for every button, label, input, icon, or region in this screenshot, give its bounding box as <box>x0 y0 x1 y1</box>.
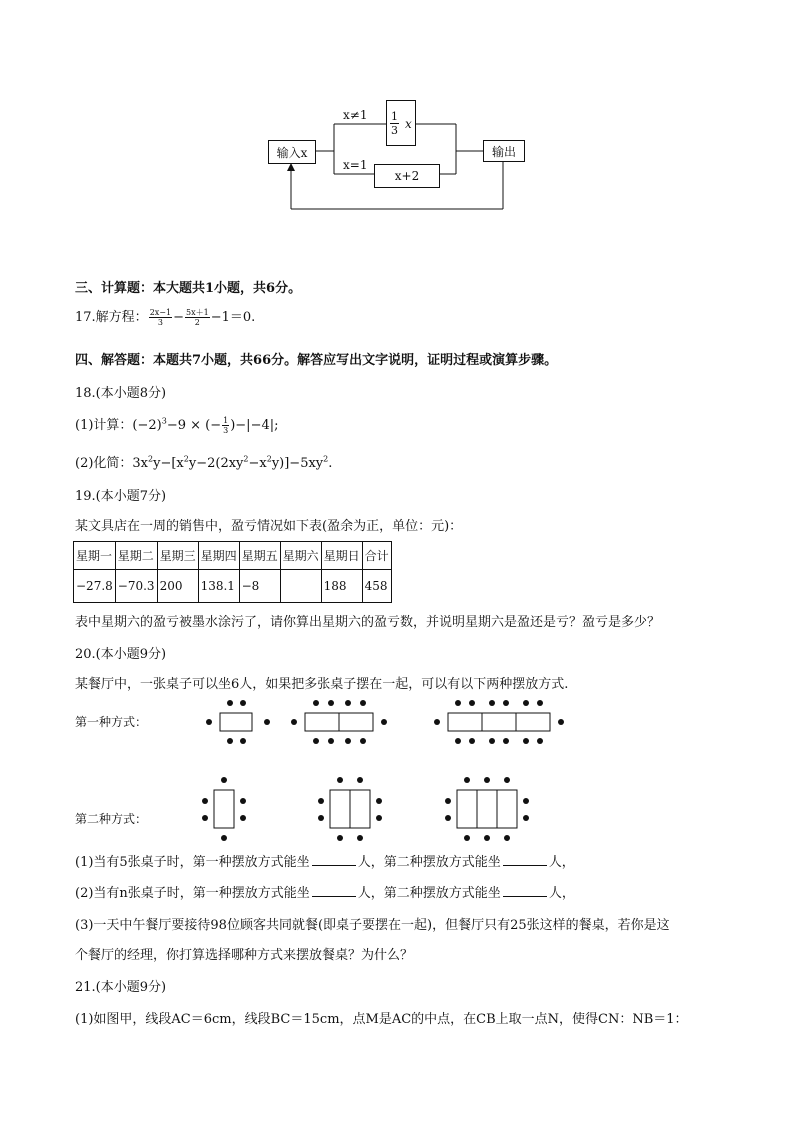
q20-p2-a: (2)当有n张桌子时，第一种摆放方式能坐 <box>75 886 310 901</box>
way2-table-1 <box>214 790 234 828</box>
op-third-num: 1 <box>391 109 398 123</box>
q18-p2-d: −x <box>248 456 267 471</box>
table-header-row <box>74 542 392 570</box>
cond-eq-label: x=1 <box>343 158 368 172</box>
q20-p1-a: (1)当有5张桌子时，第一种摆放方式能坐 <box>75 855 310 870</box>
q20-part3-line1: (3)一天中午餐厅要接待98位顾客共同就餐(即桌子要摆在一起)，但餐厅只有25张这样的餐桌，若你是这 <box>75 918 670 933</box>
op-add-label: x+2 <box>394 169 420 183</box>
answer-blank[interactable] <box>503 855 547 866</box>
q18-p1-b: −9 × (− <box>166 418 222 433</box>
table-cell: −70.3 <box>115 570 157 603</box>
q20-way1-label: 第一种方式： <box>75 715 148 729</box>
q18-p2-e2: 2 <box>183 454 189 464</box>
table-header-cell: 星期四 <box>198 542 239 570</box>
q20-p1-c: 人， <box>548 855 575 870</box>
q18-p1-c: )−|−4|; <box>230 418 279 433</box>
op-third-den: 3 <box>391 123 398 137</box>
q17-frac2-den: 2 <box>194 318 200 327</box>
op-add-box <box>374 164 440 188</box>
input-label: 输入x <box>276 145 308 160</box>
table-cell: 200 <box>157 570 198 603</box>
table-cell: 138.1 <box>198 570 239 603</box>
q18-p2-c: y−2(2xy <box>188 456 244 471</box>
q18-p1-frac-den: 3 <box>223 426 229 435</box>
q17-minus: − <box>173 310 184 325</box>
answer-blank[interactable] <box>312 855 356 866</box>
way1-table-3 <box>448 713 550 731</box>
op-third-fraction <box>390 110 399 137</box>
q18-p2-g: . <box>328 456 333 471</box>
q18-part2 <box>75 452 332 471</box>
q18-p2-e4: 2 <box>266 454 272 464</box>
q17-frac2-num: 5x＋1 <box>186 308 209 317</box>
arrowhead-icon <box>287 163 295 171</box>
table-row <box>74 570 392 603</box>
q20-p2-b: 人，第二种摆放方式能坐 <box>357 886 501 901</box>
q18-p2-a: (2)化简：3x <box>75 456 149 471</box>
q20-title: 20.(本小题9分) <box>75 647 167 662</box>
profit-loss-table <box>73 541 392 603</box>
cond-ne-label: x≠1 <box>343 108 368 122</box>
table-header-cell: 合计 <box>362 542 391 570</box>
q17-equation <box>75 306 255 327</box>
table-header-cell: 星期一 <box>74 542 116 570</box>
q17-prefix: 17.解方程： <box>75 310 148 325</box>
q18-title: 18.(本小题8分) <box>75 386 167 401</box>
table-cell-smudged <box>280 570 321 603</box>
q20-part1 <box>75 851 575 870</box>
q20-intro: 某餐厅中，一张桌子可以坐6人，如果把多张桌子摆在一起，可以有以下两种摆放方式. <box>75 677 569 692</box>
op-third-var: x <box>405 117 412 131</box>
table-header-cell: 星期六 <box>280 542 321 570</box>
q18-part1 <box>75 414 279 435</box>
table-cell: 188 <box>321 570 362 603</box>
output-box <box>483 140 525 162</box>
section4-heading: 四、解答题：本题共7小题，共66分。解答应写出文字说明，证明过程或演算步骤。 <box>75 353 558 368</box>
q21-part1: (1)如图甲，线段AC＝6cm，线段BC＝15cm，点M是AC的中点，在CB上取一点N，使得CN：NB＝1： <box>75 1012 688 1027</box>
q18-p1-frac-num: 1 <box>223 416 229 425</box>
table-arrangement-diagram <box>0 690 794 850</box>
q18-p2-f: y)]−5xy <box>271 456 324 471</box>
table-header-cell: 星期日 <box>321 542 362 570</box>
table-header-cell: 星期三 <box>157 542 198 570</box>
q19-title: 19.(本小题7分) <box>75 489 167 504</box>
q21-title: 21.(本小题9分) <box>75 980 167 995</box>
q18-p2-e3: 2 <box>243 454 249 464</box>
way2-table-3 <box>457 790 517 828</box>
output-label: 输出 <box>491 144 516 159</box>
q17-frac1 <box>149 308 172 327</box>
q19-question: 表中星期六的盈亏被墨水涂污了，请你算出星期六的盈亏数，并说明星期六是盈还是亏？盈亏是多少？ <box>75 615 661 630</box>
table-cell: −8 <box>239 570 280 603</box>
q18-p2-e1: 2 <box>148 454 154 464</box>
answer-blank[interactable] <box>312 886 356 897</box>
input-box <box>268 140 316 164</box>
q18-p2-e5: 2 <box>323 454 329 464</box>
seat-dots <box>202 700 564 841</box>
way1-table-1 <box>220 713 252 731</box>
q19-intro: 某文具店在一周的销售中，盈亏情况如下表(盈余为正，单位：元)： <box>75 519 463 534</box>
table-cell: 458 <box>362 570 391 603</box>
q18-p2-b: y−[x <box>153 456 184 471</box>
table-header-cell: 星期二 <box>115 542 157 570</box>
q20-p1-b: 人，第二种摆放方式能坐 <box>357 855 501 870</box>
answer-blank[interactable] <box>503 886 547 897</box>
q18-p1-frac <box>222 416 229 435</box>
q20-part3-line2: 个餐厅的经理，你打算选择哪种方式来摆放餐桌？为什么？ <box>75 948 414 963</box>
q20-part2 <box>75 882 575 901</box>
q17-frac1-den: 3 <box>157 318 163 327</box>
table-cell: −27.8 <box>74 570 116 603</box>
q18-p1-exp: 3 <box>161 416 167 426</box>
table-header-cell: 星期五 <box>239 542 280 570</box>
q20-p2-c: 人， <box>548 886 575 901</box>
q17-frac2 <box>185 308 210 327</box>
q18-p1-a: (1)计算：(−2) <box>75 418 162 433</box>
q17-frac1-num: 2x−1 <box>149 308 172 317</box>
q17-suffix: −1＝0. <box>210 310 256 325</box>
section3-heading: 三、计算题：本大题共1小题，共6分。 <box>75 281 302 296</box>
q20-way2-label: 第二种方式： <box>75 812 148 826</box>
